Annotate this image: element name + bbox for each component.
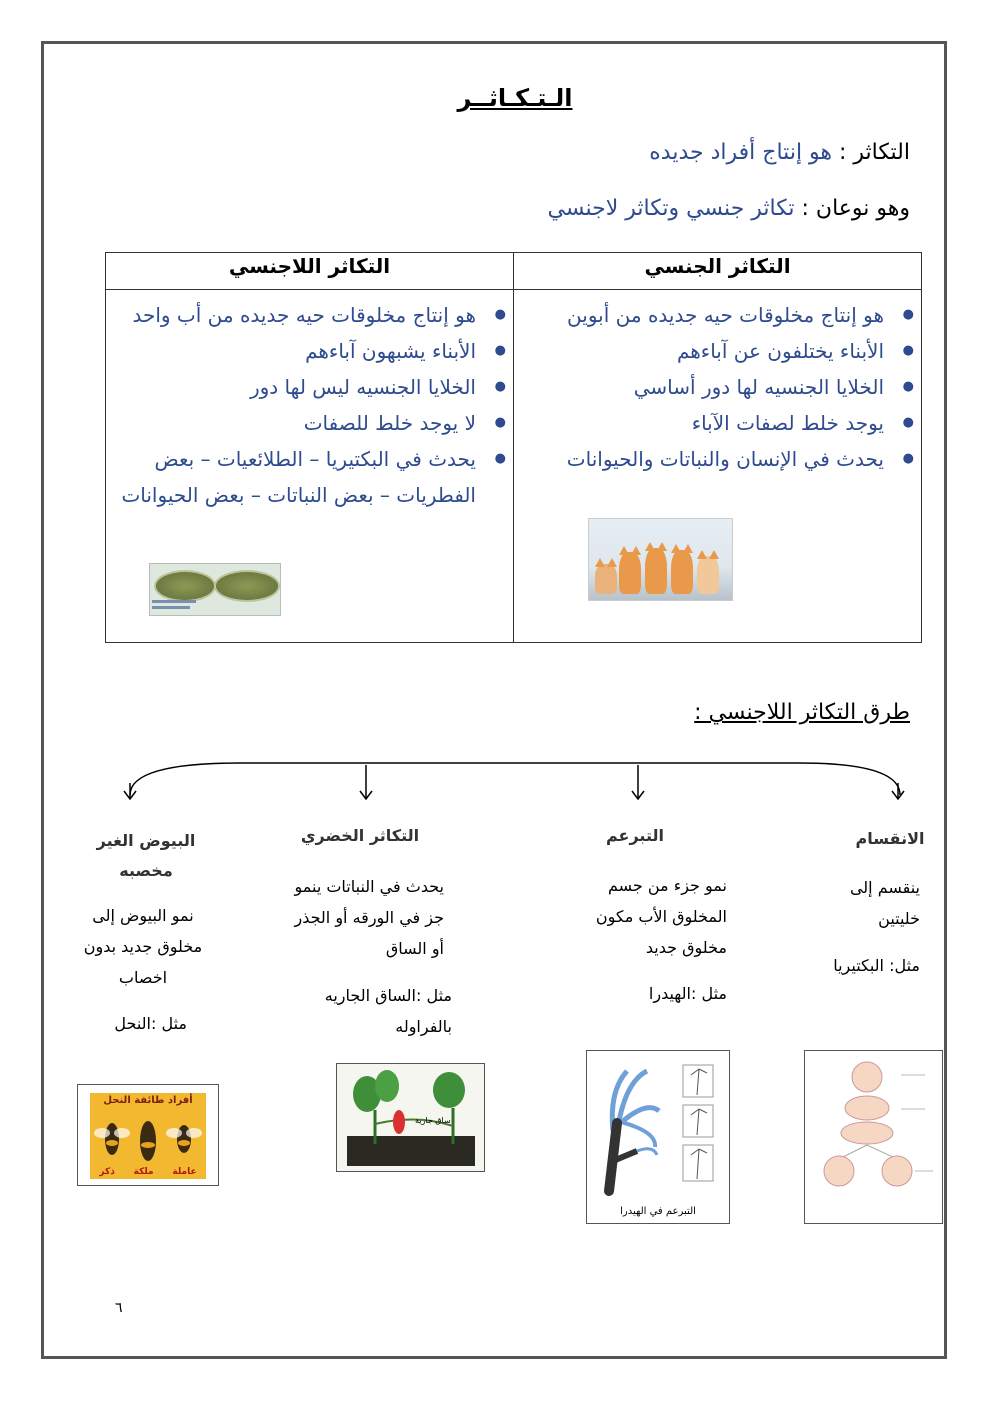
vegetative-example-line: مثل :الساق الجاريه	[324, 986, 452, 1005]
asexual-point: ● لا يوجد خلط للصفات	[121, 405, 476, 441]
hydra-image	[586, 1050, 730, 1224]
sexual-point: ● هو إنتاج مخلوقات حيه جديده من أبوين	[529, 297, 884, 333]
sexual-header: التكاثر الجنسي	[514, 253, 922, 290]
page-number: ٦	[115, 1300, 123, 1316]
types-label: وهو نوعان :	[801, 196, 910, 221]
asexual-point: ● الخلايا الجنسيه ليس لها دور	[121, 369, 476, 405]
definition-line	[649, 140, 910, 165]
asexual-point: ● يحدث في البكتيريا – الطلائعيات – بعض الفطريات – بعض النباتات – بعض الحيوانات	[121, 441, 476, 513]
parthenogenesis-title-line: مخصبه	[119, 861, 173, 880]
types-line	[548, 196, 911, 221]
parthenogenesis-title-line: البيوض الغير	[96, 831, 196, 850]
fission-desc-line: خليتين	[878, 909, 920, 928]
stolon-label: ساق جارية	[415, 1116, 451, 1125]
fission-title: الانقسام	[855, 829, 925, 848]
types-text: تكاثر جنسي وتكاثر لاجنسي	[547, 196, 795, 221]
parthenogenesis-desc-line: مخلوق جديد بدون	[83, 937, 203, 956]
parthenogenesis-desc	[78, 900, 208, 993]
definition-label: التكاثر :	[839, 140, 910, 165]
budding-desc	[596, 870, 727, 963]
vegetative-desc-line: يحدث في النباتات ينمو	[294, 877, 444, 896]
strawberry-image	[336, 1063, 485, 1172]
methods-title: طرق التكاثر اللاجنسي :	[694, 700, 910, 725]
bee-label: ذكر	[99, 1167, 115, 1177]
parthenogenesis-title	[86, 826, 206, 886]
fission-image	[804, 1050, 943, 1224]
budding-example: مثل :الهيدرا	[648, 984, 727, 1003]
kittens-image	[588, 518, 733, 601]
asexual-point: ● هو إنتاج مخلوقات حيه جديده من أب واحد	[121, 297, 476, 333]
bees-labels	[90, 1167, 206, 1177]
fission-desc-line: ينقسم إلى	[849, 878, 920, 897]
strawberry-drawing	[337, 1064, 484, 1171]
budding-title: التبرعم	[606, 826, 664, 845]
vegetative-desc	[294, 871, 444, 964]
sexual-point: ● يوجد خلط لصفات الآباء	[529, 405, 884, 441]
sexual-point: ● الخلايا الجنسيه لها دور أساسي	[529, 369, 884, 405]
methods-bracket	[120, 755, 920, 805]
vegetative-desc-line: أو الساق	[385, 939, 444, 958]
asexual-point: ● الأبناء يشبهون آباءهم	[121, 333, 476, 369]
vegetative-example-line: بالفراوله	[395, 1017, 452, 1036]
microscope-image	[149, 563, 281, 616]
parthenogenesis-desc-line: اخصاب	[118, 968, 168, 987]
hydra-caption: التبرعم في الهيدرا	[620, 1206, 696, 1217]
vegetative-example	[325, 980, 452, 1042]
parthenogenesis-desc-line: نمو البيوض إلى	[92, 906, 194, 925]
definition-text: هو إنتاج أفراد جديده	[649, 140, 833, 165]
bee-label: عاملة	[172, 1167, 197, 1177]
budding-desc-line: نمو جزء من جسم	[607, 876, 727, 895]
bees-panel	[90, 1093, 206, 1179]
sexual-point: ● يحدث في الإنسان والنباتات والحيوانات	[529, 441, 884, 477]
budding-desc-line: مخلوق جديد	[645, 938, 727, 957]
bees-title: أفراد طائفة النحل	[103, 1095, 193, 1106]
asexual-header: التكاثر اللاجنسي	[106, 253, 514, 290]
asexual-points	[107, 297, 512, 513]
fission-desc	[850, 872, 920, 934]
fission-example: مثل: البكتيريا	[833, 956, 920, 975]
sexual-point: ● الأبناء يختلفون عن آباءهم	[529, 333, 884, 369]
parthenogenesis-example: مثل :النحل	[114, 1014, 187, 1033]
fission-diagram	[805, 1051, 942, 1223]
budding-desc-line: المخلوق الأب مكون	[595, 907, 727, 926]
bees-drawing	[90, 1109, 206, 1169]
vegetative-title: التكاثر الخضري	[300, 826, 420, 845]
sexual-points	[515, 297, 920, 477]
hydra-drawing	[587, 1051, 729, 1201]
bee-label: ملكة	[133, 1167, 154, 1177]
bees-image	[77, 1084, 219, 1186]
page-title: الـتـكـاثــر	[457, 84, 573, 112]
vegetative-desc-line: جز في الورقه أو الجذر	[294, 908, 444, 927]
